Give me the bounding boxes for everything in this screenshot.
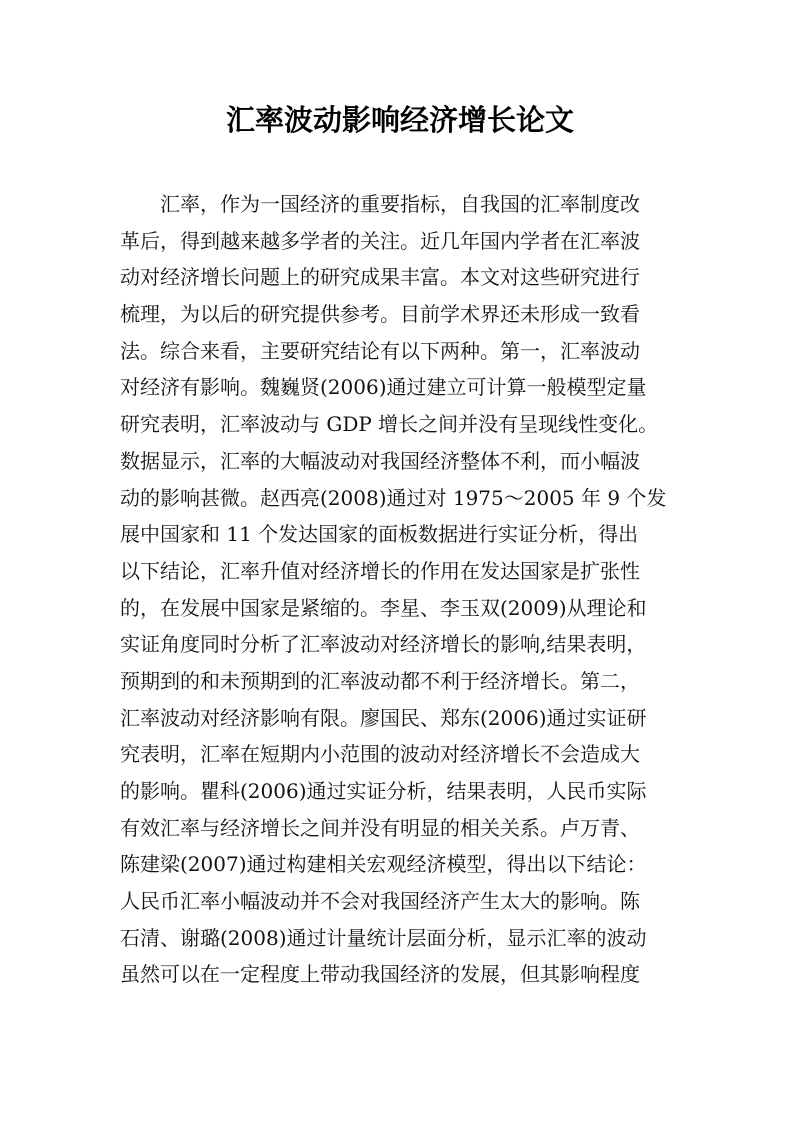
body-line: 展中国家和 11 个发达国家的面板数据进行实证分析，得出 <box>120 522 639 547</box>
body-line: 梳理，为以后的研究提供参考。目前学术界还未形成一致看 <box>120 302 640 327</box>
body-line: 对经济有影响。魏巍贤(2006)通过建立可计算一般模型定量 <box>120 375 647 400</box>
document-title: 汇率波动影响经济增长论文 <box>225 103 574 137</box>
body-line: 以下结论，汇率升值对经济增长的作用在发达国家是扩张性 <box>120 558 640 583</box>
body-line: 动对经济增长问题上的研究成果丰富。本文对这些研究进行 <box>120 265 640 290</box>
body-line: 动的影响甚微。赵西亮(2008)通过对 1975～2005 年 9 个发 <box>120 485 667 510</box>
body-line: 研究表明，汇率波动与 GDP 增长之间并没有呈现线性变化。 <box>120 412 659 437</box>
body-line: 究表明，汇率在短期内小范围的波动对经济增长不会造成大 <box>120 742 640 767</box>
body-line: 的影响。瞿科(2006)通过实证分析，结果表明，人民币实际 <box>120 779 647 803</box>
body-line: 汇率，作为一国经济的重要指标，自我国的汇率制度改 <box>120 192 640 216</box>
document-body <box>120 186 695 993</box>
body-line: 陈建梁(2007)通过构建相关宏观经济模型，得出以下结论： <box>120 852 647 877</box>
body-line: 革后，得到越来越多学者的关注。近几年国内学者在汇率波 <box>120 228 640 253</box>
body-line: 人民币汇率小幅波动并不会对我国经济产生太大的影响。陈 <box>120 889 640 914</box>
body-line: 有效汇率与经济增长之间并没有明显的相关关系。卢万青、 <box>120 815 640 840</box>
body-line: 的，在发展中国家是紧缩的。李星、李玉双(2009)从理论和 <box>120 595 647 620</box>
body-line: 法。综合来看，主要研究结论有以下两种。第一，汇率波动 <box>120 338 640 363</box>
body-line: 数据显示，汇率的大幅波动对我国经济整体不利，而小幅波 <box>120 448 640 473</box>
body-line: 实证角度同时分析了汇率波动对经济增长的影响,结果表明， <box>120 632 647 657</box>
body-line: 石清、谢璐(2008)通过计量统计层面分析，显示汇率的波动 <box>120 925 647 950</box>
body-line: 预期到的和未预期到的汇率波动都不利于经济增长。第二， <box>120 668 640 693</box>
body-line: 汇率波动对经济影响有限。廖国民、郑东(2006)通过实证研 <box>120 705 647 730</box>
body-line: 虽然可以在一定程度上带动我国经济的发展，但其影响程度 <box>120 962 640 987</box>
